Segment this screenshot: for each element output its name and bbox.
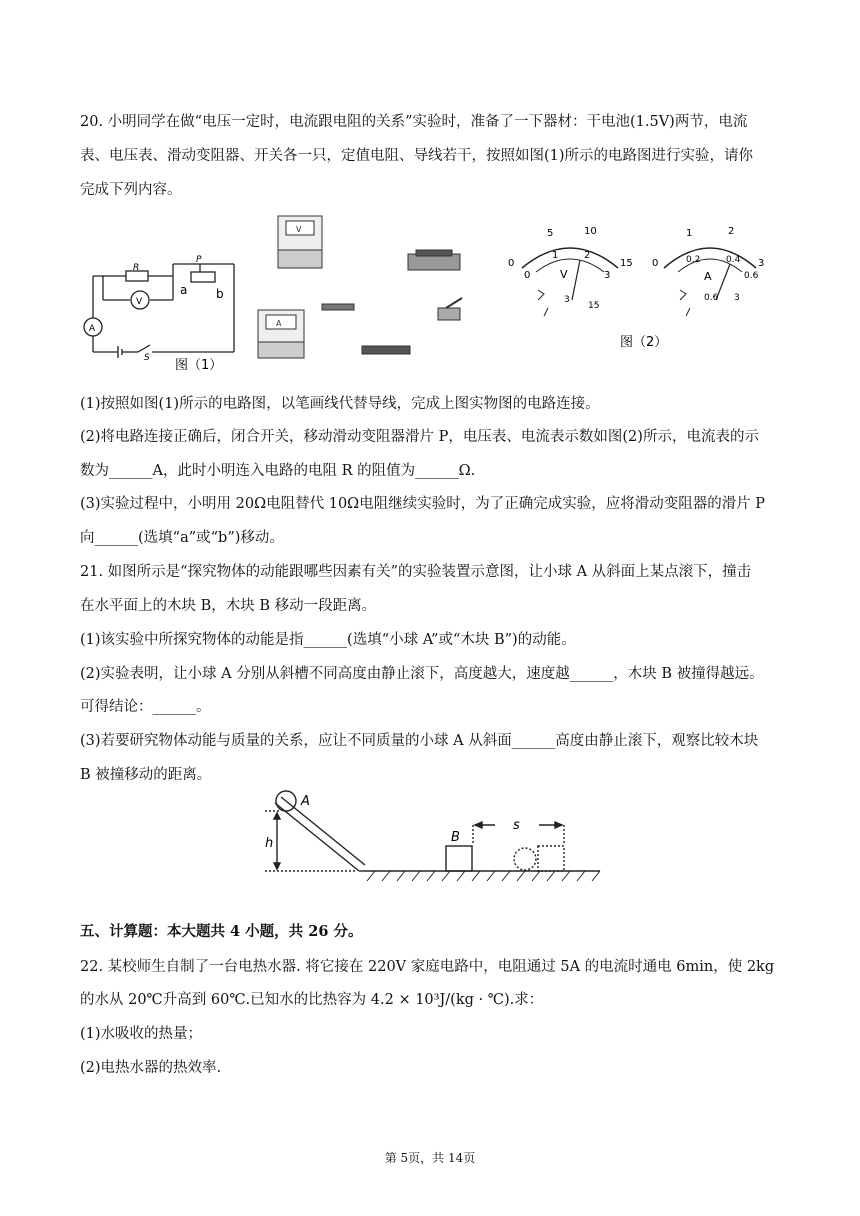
height-h-label: h xyxy=(265,836,274,851)
q22-part-2: (2)电热水器的热效率. xyxy=(80,1060,222,1076)
ammeter-symbol-label: A xyxy=(89,324,96,334)
voltmeter-inner-3: 3 xyxy=(604,270,611,281)
q20-part-3-line-1: (3)实验过程中，小明用 20Ω电阻替代 10Ω电阻继续实验时，为了正确完成实验，应将滑动变阻器的滑片 P xyxy=(80,496,766,512)
distance-s-label: s xyxy=(513,818,520,833)
q20-line-1: 20. 小明同学在做“电压一定时，电流跟电阻的关系”实验时，准备了一下器材：干电池(1.5V)两节，电流 xyxy=(80,114,748,130)
q22-part-1: (1)水吸收的热量； xyxy=(80,1026,203,1042)
q20-part-3-line-2: 向______(选填“a”或“b”)移动。 xyxy=(80,530,284,546)
figure-1-caption: 图（1） xyxy=(175,358,223,373)
voltmeter-terminal-15: 15 xyxy=(588,301,600,311)
q21-line-1: 21. 如图所示是“探究物体的动能跟哪些因素有关”的实验装置示意图，让小球 A 从斜面上某点滚下，撞击 xyxy=(80,564,752,580)
ball-a-label: A xyxy=(301,794,310,809)
voltmeter-tick-10: 10 xyxy=(584,226,597,237)
q20-line-3: 完成下列内容。 xyxy=(80,182,182,198)
apparatus-figure xyxy=(250,210,500,370)
voltmeter-symbol-label: V xyxy=(136,297,143,307)
voltmeter-unit: V xyxy=(560,268,568,281)
switch-s-label: S xyxy=(144,353,150,363)
q21-line-2: 在水平面上的木块 B，木块 B 移动一段距离。 xyxy=(80,598,377,614)
page-footer: 第 5页，共 14页 xyxy=(384,1151,476,1165)
ammeter-inner-0-2: 0.2 xyxy=(686,255,701,265)
ammeter-inner-0-6: 0.6 xyxy=(744,271,759,281)
q20-line-2: 表、电压表、滑动变阻器、开关各一只，定值电阻、导线若干，按照如图(1)所示的电路图进行实验，请你 xyxy=(80,148,754,164)
voltmeter-inner-1: 1 xyxy=(552,250,559,261)
ammeter-tick-1: 1 xyxy=(686,228,693,239)
q22-line-2: 的水从 20℃升高到 60℃.已知水的比热容为 4.2 × 10³J/(kg · ℃).求： xyxy=(80,992,544,1008)
voltmeter-tick-0: 0 xyxy=(508,258,515,269)
slider-p-label: P xyxy=(196,255,202,265)
ammeter-tick-2: 2 xyxy=(728,226,735,237)
q20-part-2-line-2: 数为______A，此时小明连入电路的电阻 R 的阻值为______Ω. xyxy=(80,463,476,479)
figure-2-caption: 图（2） xyxy=(620,335,668,350)
q20-part-1: (1)按照如图(1)所示的电路图，以笔画线代替导线，完成上图实物图的电路连接。 xyxy=(80,396,600,412)
voltmeter-inner-0: 0 xyxy=(524,270,531,281)
incline-block-diagram xyxy=(255,785,605,885)
ammeter-tick-0: 0 xyxy=(652,258,659,269)
voltmeter-tick-15: 15 xyxy=(620,258,633,269)
q21-part-2-line-1: (2)实验表明，让小球 A 分别从斜槽不同高度由静止滚下，高度越大，速度越______，木块 B 被撞得越远。 xyxy=(80,666,764,682)
q22-line-1: 22. 某校师生自制了一台电热水器. 将它接在 220V 家庭电路中，电阻通过 5A 的电流时通电 6min，使 2kg xyxy=(80,959,775,975)
svg-text:V: V xyxy=(296,225,302,234)
voltmeter-terminal-3: 3 xyxy=(564,295,570,305)
ammeter-terminal-0-6: 0.6 xyxy=(704,293,719,303)
resistor-label: R xyxy=(133,263,140,273)
block-b-label: B xyxy=(451,830,460,845)
terminal-b-label: b xyxy=(216,287,224,301)
ammeter-unit: A xyxy=(704,270,712,283)
voltmeter-dial xyxy=(500,220,640,320)
terminal-a-label: a xyxy=(180,283,188,297)
svg-text:A: A xyxy=(276,319,282,328)
voltmeter-inner-2: 2 xyxy=(584,250,591,261)
q21-part-3-line-2: B 被撞移动的距离。 xyxy=(80,767,212,783)
ammeter-tick-3: 3 xyxy=(758,258,765,269)
q20-part-2-line-1: (2)将电路连接正确后，闭合开关，移动滑动变阻器滑片 P，电压表、电流表示数如图(2)所示，电流表的示 xyxy=(80,429,759,445)
q21-part-1: (1)该实验中所探究物体的动能是指______(选填“小球 A”或“木块 B”)的动能。 xyxy=(80,632,576,648)
ammeter-terminal-3: 3 xyxy=(734,293,740,303)
circuit-diagram-figure-1 xyxy=(78,252,250,372)
voltmeter-tick-5: 5 xyxy=(547,228,554,239)
section-5-heading: 五、计算题：本大题共 4 小题，共 26 分。 xyxy=(80,923,363,940)
q21-part-3-line-1: (3)若要研究物体动能与质量的关系，应让不同质量的小球 A 从斜面______高度由静止滚下，观察比较木块 xyxy=(80,733,759,749)
q21-part-2-line-2: 可得结论：______。 xyxy=(80,699,211,715)
ammeter-inner-0-4: 0.4 xyxy=(726,255,741,265)
